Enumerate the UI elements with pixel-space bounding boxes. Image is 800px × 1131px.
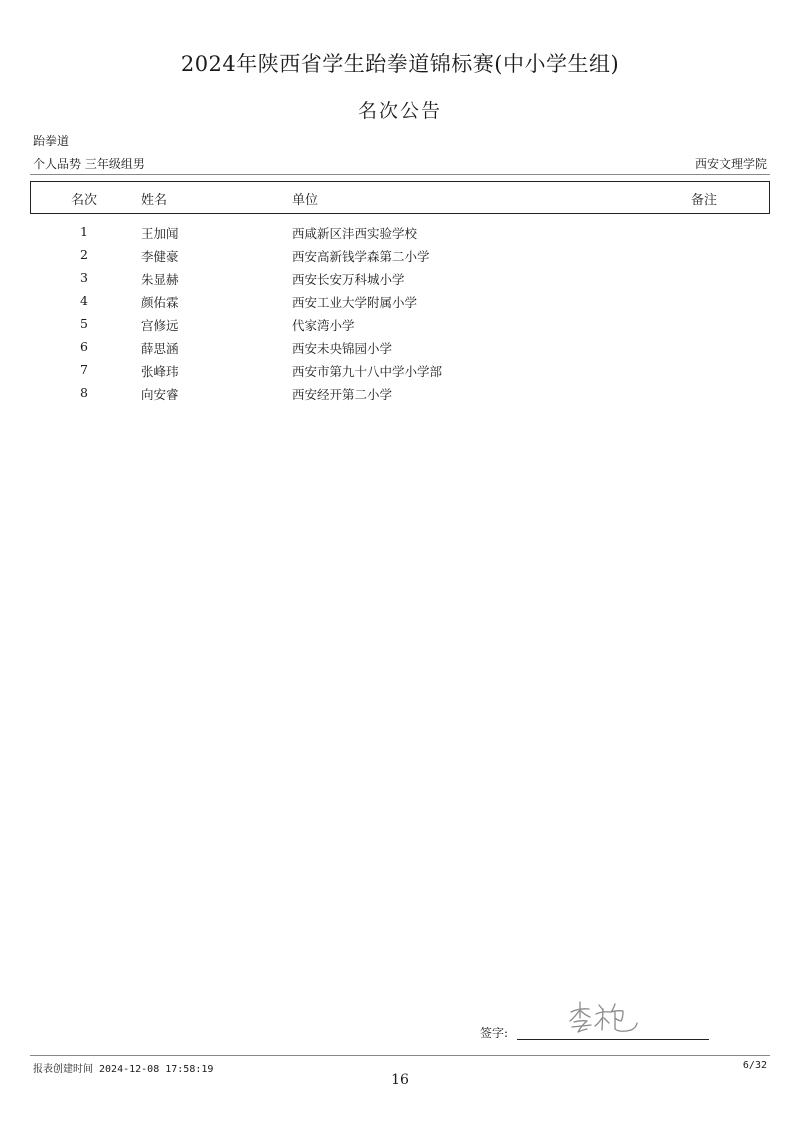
page-subtitle: 名次公告	[357, 100, 442, 122]
header-rank: 名次	[71, 193, 98, 208]
table-row	[30, 360, 770, 383]
table-row	[30, 291, 770, 314]
rank-cell: 8	[80, 385, 88, 400]
table-header	[30, 181, 770, 214]
table-row	[30, 383, 770, 406]
rank-cell: 4	[80, 293, 88, 308]
name-cell: 李健豪	[141, 249, 179, 264]
unit-cell: 西咸新区沣西实验学校	[292, 226, 418, 241]
bottom-divider	[30, 1055, 770, 1056]
rank-cell: 1	[80, 224, 88, 239]
page-number: 16	[391, 1072, 409, 1088]
table-row	[30, 245, 770, 268]
unit-cell: 西安市第九十八中学小学部	[292, 364, 443, 379]
table-row	[30, 268, 770, 291]
name-cell: 向安睿	[141, 387, 179, 402]
header-note: 备注	[691, 193, 718, 208]
sport-label: 跆拳道	[33, 134, 70, 148]
table-row	[30, 314, 770, 337]
name-cell: 薛思涵	[141, 341, 179, 356]
unit-cell: 西安工业大学附属小学	[292, 295, 418, 310]
unit-cell: 西安未央锦园小学	[292, 341, 393, 356]
unit-cell: 西安高新钱学森第二小学	[292, 249, 430, 264]
name-cell: 颜佑霖	[141, 295, 179, 310]
page-info: 6/32	[742, 1060, 767, 1071]
rank-cell: 6	[80, 339, 88, 354]
top-divider	[30, 174, 770, 175]
rank-cell: 2	[80, 247, 88, 262]
results-table	[30, 222, 770, 406]
header-unit: 单位	[292, 193, 319, 208]
unit-cell: 代家湾小学	[292, 318, 355, 333]
unit-cell: 西安经开第二小学	[292, 387, 393, 402]
event-label: 个人品势 三年级组男	[33, 157, 145, 171]
signature-label: 签字:	[480, 1026, 509, 1040]
rank-cell: 5	[80, 316, 88, 331]
unit-cell: 西安长安万科城小学	[292, 272, 405, 287]
rank-cell: 3	[80, 270, 88, 285]
name-cell: 王加闻	[141, 226, 179, 241]
name-cell: 宫修远	[141, 318, 179, 333]
table-row	[30, 337, 770, 360]
header-name: 姓名	[141, 193, 168, 208]
created-timestamp: 报表创建时间 2024-12-08 17:58:19	[33, 1064, 214, 1075]
name-cell: 朱显赫	[141, 272, 179, 287]
name-cell: 张峰玮	[141, 364, 179, 379]
page-title: 2024年陕西省学生跆拳道锦标赛(中小学生组)	[180, 52, 620, 76]
table-row	[30, 222, 770, 245]
handwritten-signature	[565, 996, 645, 1038]
rank-cell: 7	[80, 362, 88, 377]
venue-label: 西安文理学院	[694, 157, 767, 171]
signature-line	[517, 1039, 709, 1040]
